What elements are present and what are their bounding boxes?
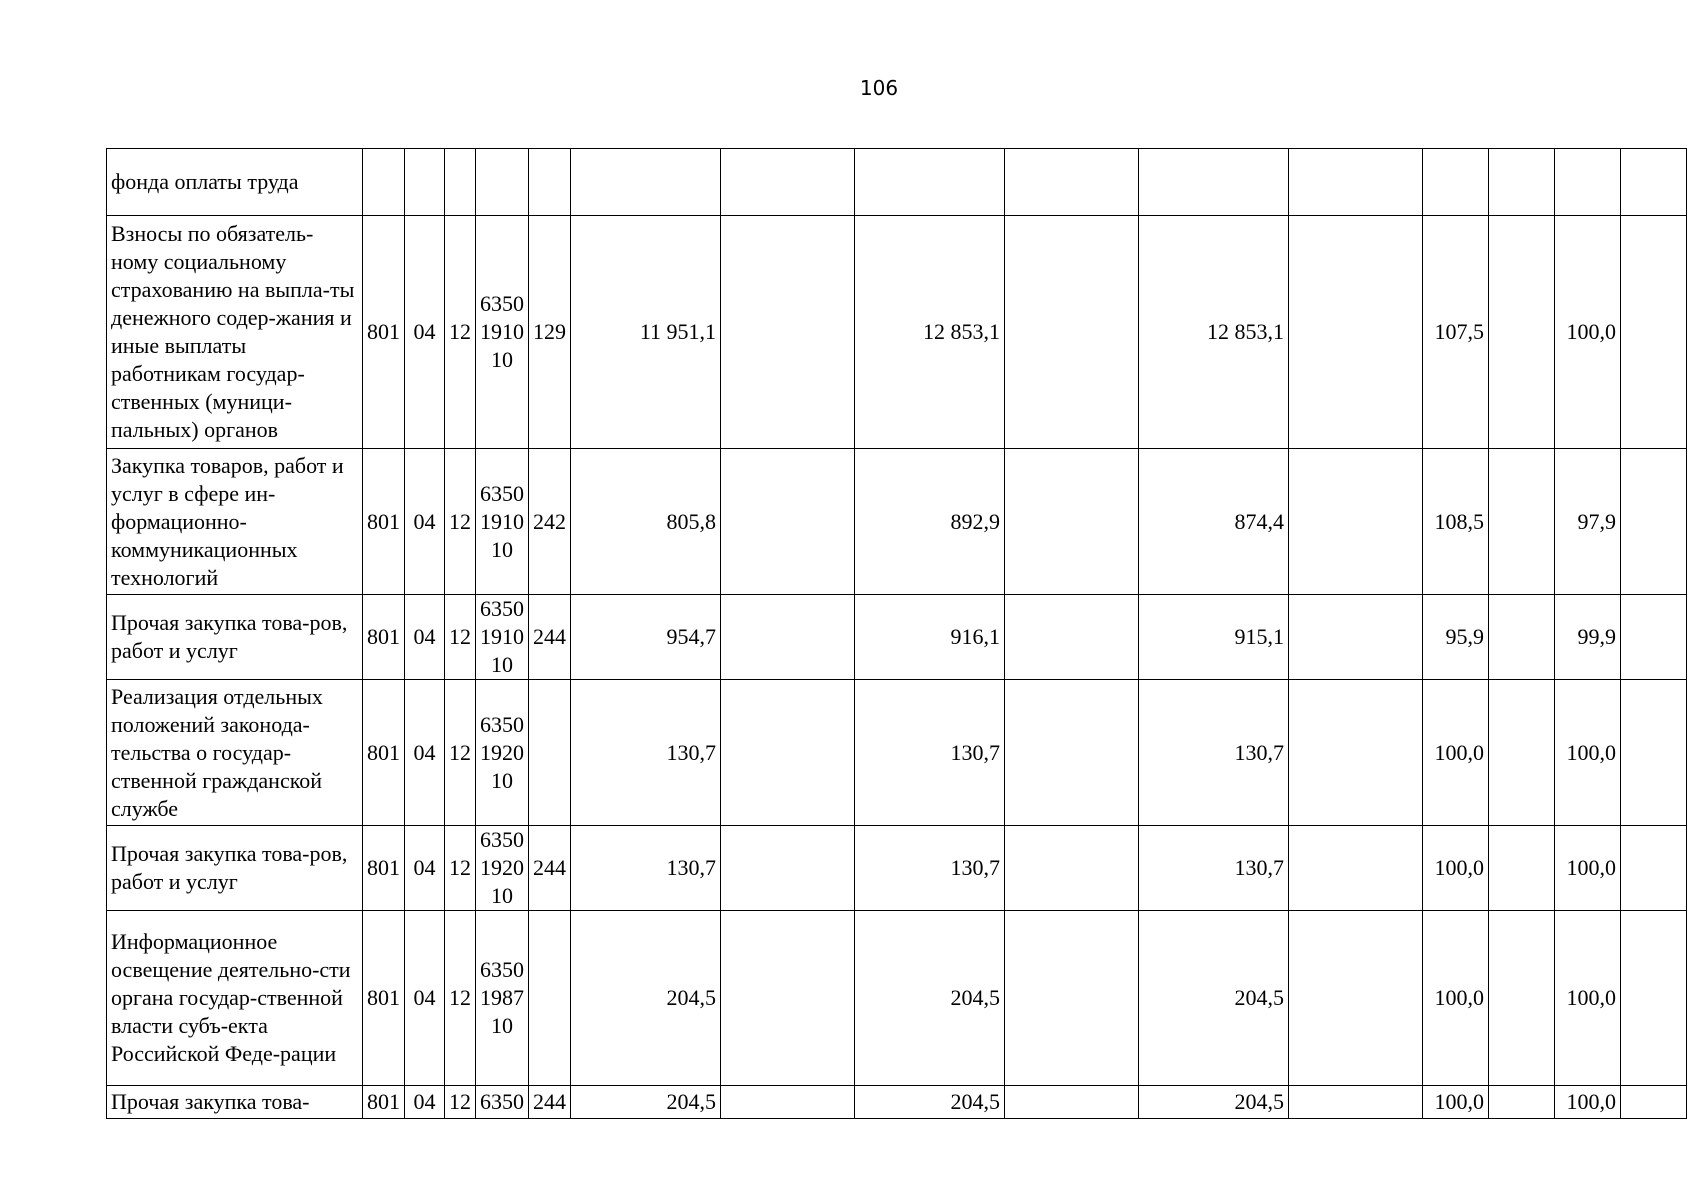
- code-rz: 04: [405, 911, 445, 1086]
- percent-1: 108,5: [1423, 449, 1489, 595]
- code-rz: 04: [405, 1086, 445, 1119]
- value-3: [1139, 149, 1289, 216]
- empty-cell: [1005, 680, 1139, 826]
- empty-cell: [1621, 680, 1687, 826]
- code-rz: 04: [405, 680, 445, 826]
- empty-cell: [1289, 911, 1423, 1086]
- code-rz: 04: [405, 449, 445, 595]
- percent-2: 99,9: [1555, 595, 1621, 680]
- table-row: [107, 911, 1687, 1086]
- code-vr: 244: [529, 1086, 571, 1119]
- empty-cell: [721, 826, 855, 911]
- row-name: фонда оплаты труда: [107, 149, 363, 216]
- percent-2: 100,0: [1555, 216, 1621, 449]
- percent-1: [1423, 149, 1489, 216]
- percent-2: 100,0: [1555, 680, 1621, 826]
- value-2: 130,7: [855, 826, 1005, 911]
- code-vr: 244: [529, 595, 571, 680]
- percent-2: 100,0: [1555, 826, 1621, 911]
- percent-1: 107,5: [1423, 216, 1489, 449]
- code-rz: 04: [405, 826, 445, 911]
- value-2: 204,5: [855, 1086, 1005, 1119]
- budget-table: [106, 148, 1687, 1119]
- value-2: 892,9: [855, 449, 1005, 595]
- empty-cell: [1489, 449, 1555, 595]
- table-row: [107, 595, 1687, 680]
- value-3: 915,1: [1139, 595, 1289, 680]
- table-row: [107, 149, 1687, 216]
- page-number: 106: [859, 76, 899, 100]
- empty-cell: [1289, 149, 1423, 216]
- code-cs: 6350 1910 10: [476, 449, 529, 595]
- percent-1: 100,0: [1423, 826, 1489, 911]
- percent-2: 100,0: [1555, 1086, 1621, 1119]
- empty-cell: [1489, 216, 1555, 449]
- value-3: 874,4: [1139, 449, 1289, 595]
- code-gr: 801: [363, 911, 405, 1086]
- code-vr: 242: [529, 449, 571, 595]
- value-1: 11 951,1: [571, 216, 721, 449]
- empty-cell: [1289, 216, 1423, 449]
- value-2: [855, 149, 1005, 216]
- value-1: 130,7: [571, 680, 721, 826]
- code-cs: 6350 1920 10: [476, 826, 529, 911]
- empty-cell: [1289, 1086, 1423, 1119]
- empty-cell: [721, 216, 855, 449]
- empty-cell: [1621, 826, 1687, 911]
- value-2: 130,7: [855, 680, 1005, 826]
- code-cs: 6350 1920 10: [476, 680, 529, 826]
- code-rz: 04: [405, 595, 445, 680]
- empty-cell: [1489, 149, 1555, 216]
- empty-cell: [1489, 826, 1555, 911]
- empty-cell: [1621, 449, 1687, 595]
- empty-cell: [1489, 680, 1555, 826]
- empty-cell: [1005, 1086, 1139, 1119]
- empty-cell: [1621, 1086, 1687, 1119]
- row-name: Прочая закупка това-: [107, 1086, 363, 1119]
- code-pr: 12: [445, 1086, 476, 1119]
- empty-cell: [1005, 216, 1139, 449]
- value-3: 12 853,1: [1139, 216, 1289, 449]
- code-gr: 801: [363, 449, 405, 595]
- code-vr: [529, 680, 571, 826]
- empty-cell: [1489, 1086, 1555, 1119]
- code-vr: 129: [529, 216, 571, 449]
- code-pr: 12: [445, 911, 476, 1086]
- code-rz: [405, 149, 445, 216]
- value-3: 204,5: [1139, 1086, 1289, 1119]
- code-cs: 6350 1987 10: [476, 911, 529, 1086]
- value-1: 204,5: [571, 1086, 721, 1119]
- empty-cell: [1289, 595, 1423, 680]
- value-1: 954,7: [571, 595, 721, 680]
- empty-cell: [1621, 149, 1687, 216]
- value-1: 805,8: [571, 449, 721, 595]
- empty-cell: [721, 149, 855, 216]
- empty-cell: [1489, 911, 1555, 1086]
- percent-1: 100,0: [1423, 1086, 1489, 1119]
- code-pr: 12: [445, 826, 476, 911]
- empty-cell: [721, 911, 855, 1086]
- value-3: 204,5: [1139, 911, 1289, 1086]
- code-vr: 244: [529, 826, 571, 911]
- code-vr: [529, 149, 571, 216]
- row-name: Реализация отдельных положений законода-тельства о государ-ственной гражданской службе: [107, 680, 363, 826]
- code-cs: 6350 1910 10: [476, 595, 529, 680]
- empty-cell: [1289, 449, 1423, 595]
- value-2: 916,1: [855, 595, 1005, 680]
- empty-cell: [1489, 595, 1555, 680]
- row-name: Взносы по обязатель-ному социальному страхованию на выпла-ты денежного содер-жания и иные выплаты работникам государ-ственных (муници-пальных) органов: [107, 216, 363, 449]
- empty-cell: [1005, 826, 1139, 911]
- value-3: 130,7: [1139, 826, 1289, 911]
- empty-cell: [1289, 680, 1423, 826]
- value-1: [571, 149, 721, 216]
- code-pr: 12: [445, 449, 476, 595]
- table-row: [107, 449, 1687, 595]
- code-pr: [445, 149, 476, 216]
- code-vr: [529, 911, 571, 1086]
- empty-cell: [721, 449, 855, 595]
- empty-cell: [721, 595, 855, 680]
- code-gr: 801: [363, 595, 405, 680]
- table-row: [107, 680, 1687, 826]
- row-name: Прочая закупка това-ров, работ и услуг: [107, 595, 363, 680]
- percent-1: 100,0: [1423, 911, 1489, 1086]
- row-name: Информационное освещение деятельно-сти органа государ-ственной власти субъ-екта Российской Феде-рации: [107, 911, 363, 1086]
- empty-cell: [1005, 911, 1139, 1086]
- code-gr: 801: [363, 216, 405, 449]
- code-cs: 6350: [476, 1086, 529, 1119]
- code-pr: 12: [445, 216, 476, 449]
- value-1: 130,7: [571, 826, 721, 911]
- code-pr: 12: [445, 595, 476, 680]
- empty-cell: [721, 1086, 855, 1119]
- code-cs: [476, 149, 529, 216]
- empty-cell: [1005, 449, 1139, 595]
- code-rz: 04: [405, 216, 445, 449]
- code-cs: 6350 1910 10: [476, 216, 529, 449]
- value-2: 12 853,1: [855, 216, 1005, 449]
- empty-cell: [1621, 595, 1687, 680]
- empty-cell: [1289, 826, 1423, 911]
- row-name: Закупка товаров, работ и услуг в сфере ин-формационно-коммуникационных технологий: [107, 449, 363, 595]
- code-pr: 12: [445, 680, 476, 826]
- code-gr: 801: [363, 680, 405, 826]
- code-gr: 801: [363, 1086, 405, 1119]
- value-3: 130,7: [1139, 680, 1289, 826]
- value-1: 204,5: [571, 911, 721, 1086]
- percent-2: 100,0: [1555, 911, 1621, 1086]
- percent-1: 95,9: [1423, 595, 1489, 680]
- code-gr: [363, 149, 405, 216]
- value-2: 204,5: [855, 911, 1005, 1086]
- empty-cell: [1621, 911, 1687, 1086]
- percent-2: 97,9: [1555, 449, 1621, 595]
- empty-cell: [1005, 595, 1139, 680]
- percent-2: [1555, 149, 1621, 216]
- code-gr: 801: [363, 826, 405, 911]
- empty-cell: [1005, 149, 1139, 216]
- table-row: [107, 826, 1687, 911]
- row-name: Прочая закупка това-ров, работ и услуг: [107, 826, 363, 911]
- table-row: [107, 1086, 1687, 1119]
- empty-cell: [721, 680, 855, 826]
- table-row: [107, 216, 1687, 449]
- percent-1: 100,0: [1423, 680, 1489, 826]
- empty-cell: [1621, 216, 1687, 449]
